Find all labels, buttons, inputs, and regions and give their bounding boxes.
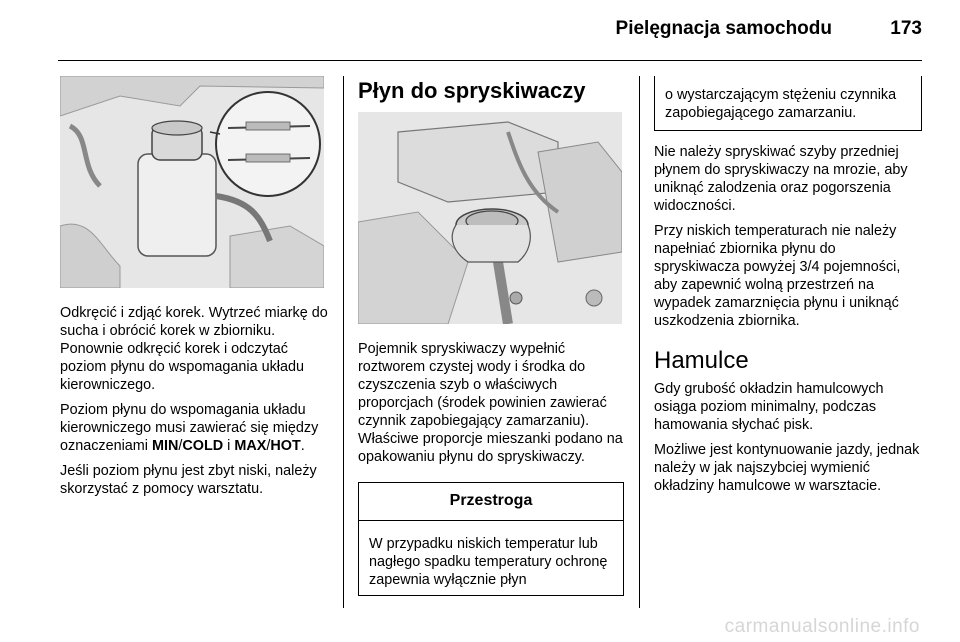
- column-divider-1: [343, 76, 344, 608]
- right-paragraph-3: Gdy grubość okładzin hamulcowych osiąga poziom minimalny, podczas hamowania słychać pisk.: [654, 381, 884, 433]
- caution-box: [358, 482, 624, 596]
- left-paragraph-3: Jeśli poziom płynu jest zbyt niski, należy skorzystać z pomocy warsztatu.: [60, 463, 317, 497]
- header-rule: [58, 60, 922, 61]
- caution-text-continued: o wystarczającym stężeniu czynnika zapobiegającego zamarzaniu.: [665, 87, 897, 121]
- right-paragraph-1: Nie należy spryskiwać szyby przedniej płynem do spryskiwaczy na mrozie, aby uniknąć zalodzenia oraz pogorszenia widoczności.: [654, 144, 908, 214]
- left-paragraph-2: Poziom płynu do wspomagania układu kierowniczego musi zawierać się między oznaczeniami MIN/COLD i MAX/HOT.: [60, 402, 319, 454]
- page-header-title: Pielęgnacja samochodu: [615, 18, 832, 39]
- right-paragraph-2: Przy niskich temperaturach nie należy napełniać zbiornika płynu do spryskiwacza powyżej 3/4 pojemności, aby zapewnić wolną przestrzeń na wypadek zamarznięcia płynu i uniknąć uszkodzenia zbiornika.: [654, 223, 901, 329]
- section-heading-brakes: Hamulce: [654, 347, 749, 374]
- caution-text: W przypadku niskich temperatur lub nagłego spadku temperatury ochronę zapewnia wyłącznie płyn: [369, 536, 608, 588]
- washer-fluid-reservoir-illustration: [358, 112, 622, 324]
- left-column: [60, 76, 328, 505]
- middle-paragraph-1: Pojemnik spryskiwaczy wypełnić roztworem czystej wody i środka do czyszczenia szyb o właściwych proporcjach (środek powinien zawierać czynnik zapobiegający zamarzaniu). Właściwe proporcje mieszanki podano na opakowaniu płynu do spryskiwaczy.: [358, 341, 623, 465]
- watermark: carmanualsonline.info: [724, 616, 920, 637]
- page-number: 173: [890, 18, 922, 39]
- right-paragraph-4: Możliwe jest kontynuowanie jazdy, jednak należy w jak najszybciej wymienić okładziny hamulcowe w warsztacie.: [654, 442, 920, 494]
- right-column: [654, 76, 922, 502]
- section-heading-washer-fluid: Płyn do spryskiwaczy: [358, 78, 586, 103]
- power-steering-reservoir-illustration: [60, 76, 324, 288]
- middle-column: [358, 78, 624, 596]
- left-paragraph-1: Odkręcić i zdjąć korek. Wytrzeć miarkę do sucha i obrócić korek w zbiorniku. Ponownie odkręcić korek i odczytać poziom płynu do wspomagania układu kierowniczego.: [60, 305, 328, 393]
- column-divider-2: [639, 76, 640, 608]
- caution-box-continued: [654, 76, 922, 131]
- caution-title: Przestroga: [359, 483, 623, 521]
